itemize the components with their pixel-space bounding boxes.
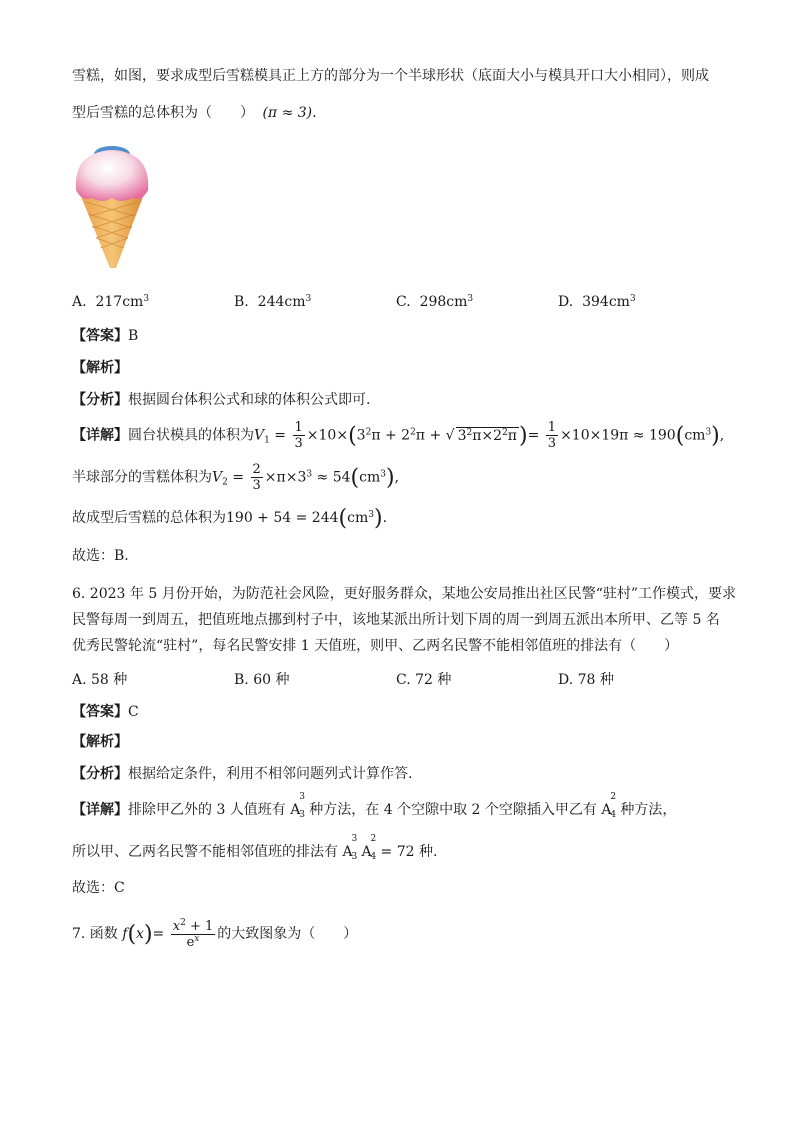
option-value: 298cm [419,294,468,310]
q5-detail-1: 【详解】圆台状模具的体积为$V_1$ = $\frac{1}{3}$ $\times 10\times(3^2\pi + 2^2\pi$ + √ $3^2\pi\times 2^2\pi)=$ $\frac{1}{3}$ $\times 10\times 19\pi \approx 190(cm^3)$, [72,420,725,451]
stem-text: 的大致图象为（ ） [217,926,358,942]
fenxi-label: 【分析】 [72,392,128,408]
q5-detail-2: 半球部分的雪糕体积为$V_2$ = $\frac{2}{3}$ $\times\pi\times 3^3 \approx 54(cm^3)$, [72,462,400,493]
fraction-two-thirds: $\frac{2}{3}$ [252,462,261,493]
fenxi-text: 根据给定条件，利用不相邻问题列式计算作答. [128,766,413,782]
q6-analysis-label: 【解析】 [72,734,128,750]
q6-option-b: B. 60 种 [234,672,290,688]
detail-text: 圆台状模具的体积为 [128,427,254,444]
option-exponent: 3 [629,294,636,304]
detail-label: 【详解】 [72,802,128,818]
option-exponent: 3 [143,294,150,304]
q6-stem-line-2: 民警每周一到周五，把值班地点挪到村子中，该地某派出所计划下周的周一到周五派出本所甲、乙等 5 名 [72,612,720,628]
detail-label: 【详解】 [72,427,128,444]
permutation-a42: A 2 4 [601,792,617,820]
q6-stem-line-1: 6. 2023 年 5 月份开始，为防范社会风险，更好服务群众，某地公安局推出社区民警“驻村”工作模式，要求 [72,586,737,602]
option-exponent: 3 [305,294,312,304]
option-letter: B. [234,294,249,310]
ice-cream-figure [72,142,152,272]
permutation-a33: A 3 3 [342,834,358,862]
stem-text: 7. 函数 [72,926,118,942]
fenxi-label: 【分析】 [72,766,128,782]
q5-detail-3: 故成型后雪糕的总体积为$190 + 54 = 244(cm^3)$. [72,506,388,531]
q6-detail-2 [72,834,438,862]
answer-value: C [128,704,139,720]
q5-answer [72,326,138,346]
q6-stem-line-3: 优秀民警轮流“驻村”，每名民警安排 1 天值班，则甲、乙两名民警不能相邻值班的排法有（ ） [72,638,679,654]
detail-text: 种方法， [620,802,677,818]
q5-fenxi [72,390,370,410]
q5-option-b [234,292,311,312]
q5-option-d [558,292,636,312]
detail-text: 半球部分的雪糕体积为 [72,469,212,486]
q5-stem-text: 型后雪糕的总体积为（ ） [72,105,254,121]
permutation-a42: A 2 4 [361,834,377,862]
option-letter: A. [72,294,87,310]
option-value: 244cm [257,294,306,310]
q5-choice: 故选：B. [72,548,129,564]
ice-cream-illustration [72,142,152,272]
option-letter: D. [558,294,574,310]
q6-answer [72,702,139,722]
detail-text: 排除甲乙外的 3 人值班有 [128,802,291,818]
q5-analysis-label: 【解析】 [72,360,128,376]
q6-fenxi [72,764,412,784]
q5-stem-line-2: 型后雪糕的总体积为（ ） (π ≈ 3). [72,105,317,121]
permutation-a33: A 3 3 [290,792,305,820]
q5-option-c [396,292,473,312]
option-letter: C. [396,294,411,310]
q6-choice: 故选：C [72,880,125,896]
detail-text: = 72 种. [380,844,438,860]
q6-option-a: A. 58 种 [72,672,128,688]
fraction-one-third: $\frac{1}{3}$ [294,420,303,451]
q6-option-d: D. 78 种 [558,672,614,688]
fraction-one-third: $\frac{1}{3}$ [547,420,557,451]
option-exponent: 3 [467,294,474,304]
function-fraction: $\frac{x^2 + 1}{e^x}$ [172,917,214,950]
q5-option-a [72,292,149,312]
q6-option-c: C. 72 种 [396,672,452,688]
answer-value: B [128,328,139,344]
detail-text: 所以甲、乙两名民警不能相邻值班的排法有 [72,844,343,860]
q6-detail-1 [72,792,677,820]
answer-label: 【答案】 [72,328,128,344]
option-value: 217cm [95,294,144,310]
q7-stem: 7. 函数 f(x)= $\frac{x^2 + 1}{e^x}$ 的大致图象为（ ） [72,917,358,950]
detail-text: 故成型后雪糕的总体积为 [72,510,226,526]
q5-stem-line-1: 雪糕，如图，要求成型后雪糕模具正上方的部分为一个半球形状（底面大小与模具开口大小相同），则成 [72,68,709,84]
answer-label: 【答案】 [72,704,128,720]
option-value: 394cm [582,294,630,310]
q5-pi-approx: (π ≈ 3) [262,105,313,121]
detail-text: 种方法，在 4 个空隙中取 2 个空隙插入甲乙有 [309,802,602,818]
fenxi-text: 根据圆台体积公式和球的体积公式即可. [128,392,371,408]
